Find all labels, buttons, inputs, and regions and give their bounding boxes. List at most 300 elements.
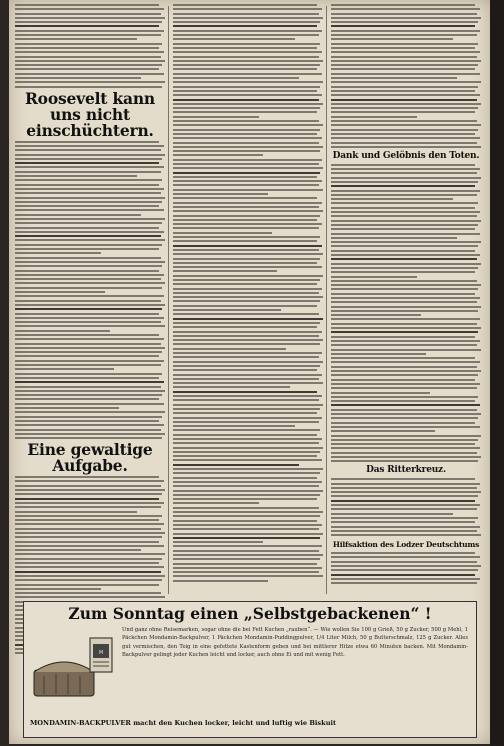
text-line xyxy=(331,8,480,10)
text-line xyxy=(15,184,159,186)
text-line xyxy=(331,116,417,118)
text-line xyxy=(331,392,430,394)
text-line xyxy=(173,498,317,500)
text-line xyxy=(15,536,162,538)
text-line xyxy=(331,413,481,415)
text-line xyxy=(173,133,317,135)
text-line xyxy=(15,154,165,156)
text-line xyxy=(15,523,164,525)
text-line xyxy=(173,442,319,444)
text-line xyxy=(331,409,477,411)
text-line xyxy=(331,207,475,209)
text-line xyxy=(15,334,159,336)
text-line xyxy=(173,21,320,23)
text-line xyxy=(173,159,322,161)
article-text xyxy=(15,141,165,439)
text-line xyxy=(331,241,481,243)
text-line xyxy=(173,502,259,504)
text-line xyxy=(15,43,162,45)
text-line xyxy=(173,515,320,517)
text-line xyxy=(331,426,480,428)
text-line xyxy=(15,553,165,555)
text-line xyxy=(15,424,164,426)
text-line xyxy=(173,459,322,461)
text-line xyxy=(331,215,477,217)
text-line xyxy=(173,541,263,543)
text-line xyxy=(331,4,475,6)
text-line xyxy=(15,252,101,254)
text-line xyxy=(15,394,162,396)
text-line xyxy=(173,270,277,272)
text-line xyxy=(15,13,161,15)
text-line xyxy=(15,188,164,190)
text-line xyxy=(173,545,322,547)
text-line xyxy=(331,370,481,372)
text-line xyxy=(173,399,319,401)
text-line xyxy=(331,517,478,519)
text-line xyxy=(15,532,165,534)
text-line xyxy=(173,464,299,466)
text-line xyxy=(331,556,480,558)
text-line xyxy=(173,120,319,122)
text-line xyxy=(173,395,322,397)
page-edge xyxy=(490,0,504,746)
text-line xyxy=(15,257,161,259)
text-line xyxy=(331,60,481,62)
text-line xyxy=(173,318,323,320)
text-line xyxy=(331,366,477,368)
text-line xyxy=(173,554,323,556)
text-line xyxy=(15,56,161,58)
text-line xyxy=(15,166,164,168)
text-line xyxy=(15,420,159,422)
text-line xyxy=(15,209,164,211)
text-line xyxy=(173,580,268,582)
text-line xyxy=(331,43,478,45)
text-line xyxy=(331,508,477,510)
text-line xyxy=(15,68,159,70)
text-line xyxy=(173,571,319,573)
text-line xyxy=(173,429,320,431)
text-line xyxy=(173,528,319,530)
text-line xyxy=(331,404,480,406)
text-line xyxy=(173,240,317,242)
text-line xyxy=(173,60,323,62)
text-line xyxy=(15,278,161,280)
text-line xyxy=(173,150,320,152)
text-line xyxy=(15,222,162,224)
text-line xyxy=(173,253,323,255)
text-line xyxy=(173,236,320,238)
text-line xyxy=(173,391,317,393)
text-line xyxy=(173,300,320,302)
text-line xyxy=(173,558,320,560)
text-line xyxy=(15,313,159,315)
text-line xyxy=(173,507,319,509)
text-line xyxy=(173,25,317,27)
text-line xyxy=(15,398,159,400)
text-line xyxy=(331,172,477,174)
text-line xyxy=(173,86,320,88)
text-line xyxy=(173,197,317,199)
text-line xyxy=(331,565,481,567)
text-line xyxy=(15,579,162,581)
headline-aufgabe: Eine gewaltige Aufgabe. xyxy=(27,440,153,476)
text-line xyxy=(331,387,477,389)
text-line xyxy=(173,374,322,376)
text-line xyxy=(15,162,159,164)
text-line xyxy=(173,77,299,79)
text-line xyxy=(331,331,478,333)
text-line xyxy=(331,569,478,571)
text-line xyxy=(173,326,317,328)
text-line xyxy=(331,417,478,419)
text-line xyxy=(331,447,480,449)
text-line xyxy=(15,201,162,203)
text-line xyxy=(331,513,453,515)
text-line xyxy=(331,301,477,303)
text-line xyxy=(173,189,323,191)
text-line xyxy=(15,437,162,439)
text-line xyxy=(331,267,478,269)
text-line xyxy=(331,254,480,256)
text-line xyxy=(173,17,323,19)
text-line xyxy=(15,351,162,353)
text-line xyxy=(15,493,162,495)
column-divider xyxy=(168,6,169,594)
text-line xyxy=(173,434,317,436)
text-line xyxy=(331,94,480,96)
text-line xyxy=(173,447,323,449)
text-line xyxy=(173,103,323,105)
svg-text:M: M xyxy=(98,650,104,656)
text-line xyxy=(15,584,159,586)
text-line xyxy=(173,494,320,496)
text-line xyxy=(15,282,165,284)
text-line xyxy=(331,168,480,170)
text-line xyxy=(331,314,421,316)
cake-illustration-icon xyxy=(32,632,116,702)
text-line xyxy=(15,205,159,207)
text-line xyxy=(173,129,320,131)
text-line xyxy=(331,107,478,109)
text-line xyxy=(15,480,164,482)
text-line xyxy=(331,99,477,101)
text-line xyxy=(331,21,478,23)
text-line xyxy=(15,77,141,79)
headline-roosevelt: Roosevelt kann uns nicht einschüchtern. xyxy=(25,88,155,140)
text-line xyxy=(331,237,457,239)
column-2 xyxy=(173,4,323,584)
text-line xyxy=(15,364,161,366)
text-line xyxy=(331,383,480,385)
text-line xyxy=(331,340,480,342)
text-line xyxy=(331,133,475,135)
text-line xyxy=(173,468,323,470)
text-line xyxy=(331,534,481,536)
text-line xyxy=(331,487,477,489)
text-line xyxy=(173,43,320,45)
text-line xyxy=(173,4,317,6)
text-line xyxy=(173,408,320,410)
text-line xyxy=(173,279,320,281)
text-line xyxy=(331,349,481,351)
text-line xyxy=(15,287,162,289)
text-line xyxy=(331,284,481,286)
text-line xyxy=(15,308,162,310)
text-line xyxy=(173,472,320,474)
text-line xyxy=(331,250,475,252)
text-line xyxy=(15,235,161,237)
text-line xyxy=(331,521,475,523)
text-line xyxy=(173,227,319,229)
text-line xyxy=(173,107,320,109)
text-line xyxy=(15,519,159,521)
text-line xyxy=(331,17,481,19)
text-line xyxy=(15,30,164,32)
text-line xyxy=(173,550,319,552)
text-line xyxy=(173,51,322,53)
text-line xyxy=(15,373,162,375)
text-line xyxy=(331,491,481,493)
text-line xyxy=(15,8,164,10)
text-line xyxy=(15,381,164,383)
text-line xyxy=(15,47,159,49)
text-line xyxy=(331,478,475,480)
text-line xyxy=(15,433,165,435)
text-line xyxy=(15,4,159,6)
text-line xyxy=(331,353,426,355)
text-line xyxy=(173,38,295,40)
text-line xyxy=(15,175,137,177)
text-line xyxy=(15,86,162,88)
text-line xyxy=(173,266,322,268)
text-line xyxy=(331,177,481,179)
text-line xyxy=(173,369,317,371)
text-line xyxy=(331,297,480,299)
text-line xyxy=(15,368,114,370)
text-line xyxy=(331,357,475,359)
text-line xyxy=(15,386,161,388)
text-line xyxy=(331,293,475,295)
text-line xyxy=(173,142,319,144)
text-line xyxy=(173,249,319,251)
text-line xyxy=(331,500,475,502)
text-line xyxy=(15,511,137,513)
text-line xyxy=(173,99,319,101)
text-line xyxy=(331,137,480,139)
text-line xyxy=(15,506,161,508)
text-line xyxy=(331,443,475,445)
text-line xyxy=(331,211,480,213)
text-line xyxy=(15,192,161,194)
text-line xyxy=(331,81,481,83)
text-line xyxy=(173,47,317,49)
text-line xyxy=(331,220,481,222)
text-line xyxy=(173,124,323,126)
text-line xyxy=(173,34,319,36)
text-line xyxy=(331,181,478,183)
text-line xyxy=(331,276,417,278)
text-line xyxy=(173,94,322,96)
article-text xyxy=(331,164,481,462)
text-line xyxy=(173,90,317,92)
text-line xyxy=(173,223,322,225)
text-line xyxy=(173,193,268,195)
text-line xyxy=(15,562,159,564)
text-line xyxy=(173,322,320,324)
text-line xyxy=(173,417,322,419)
text-line xyxy=(15,360,164,362)
ad-title: Zum Sonntag einen „Selbstgebackenen“ ! xyxy=(68,604,432,623)
text-line xyxy=(15,17,165,19)
text-line xyxy=(173,309,281,311)
text-line xyxy=(15,476,159,478)
text-line xyxy=(15,377,159,379)
text-line xyxy=(15,528,161,530)
text-line xyxy=(173,116,259,118)
article-text xyxy=(173,4,323,582)
text-line xyxy=(15,34,161,36)
text-line xyxy=(15,295,164,297)
text-line xyxy=(173,68,317,70)
text-line xyxy=(173,339,323,341)
text-line xyxy=(331,245,478,247)
text-line xyxy=(173,292,319,294)
text-line xyxy=(15,541,159,543)
text-line xyxy=(173,477,317,479)
text-line xyxy=(15,261,165,263)
text-line xyxy=(331,288,478,290)
text-line xyxy=(331,233,480,235)
text-line xyxy=(15,416,162,418)
article-text xyxy=(331,4,481,148)
text-line xyxy=(173,386,290,388)
text-line xyxy=(173,305,317,307)
text-line xyxy=(331,396,478,398)
text-line xyxy=(331,400,475,402)
text-line xyxy=(173,365,320,367)
text-line xyxy=(15,81,165,83)
text-line xyxy=(15,244,162,246)
text-line xyxy=(331,483,480,485)
text-line xyxy=(15,214,141,216)
text-line xyxy=(15,145,164,147)
text-line xyxy=(173,163,319,165)
text-line xyxy=(331,86,478,88)
text-line xyxy=(331,263,481,265)
text-line xyxy=(15,498,159,500)
text-line xyxy=(331,456,481,458)
text-line xyxy=(331,111,475,113)
text-line xyxy=(15,149,161,151)
text-line xyxy=(173,8,322,10)
text-line xyxy=(173,421,319,423)
text-line xyxy=(331,306,481,308)
text-line xyxy=(173,356,319,358)
text-line xyxy=(15,317,164,319)
text-line xyxy=(173,335,319,337)
text-line xyxy=(15,571,161,573)
text-line xyxy=(15,239,165,241)
text-line xyxy=(15,73,164,75)
text-line xyxy=(173,146,323,148)
text-line xyxy=(15,588,101,590)
text-line xyxy=(173,490,323,492)
text-line xyxy=(15,321,161,323)
text-line xyxy=(15,330,110,332)
text-line xyxy=(331,124,481,126)
text-line xyxy=(15,21,162,23)
text-line xyxy=(15,485,161,487)
text-line xyxy=(15,304,165,306)
text-line xyxy=(15,558,162,560)
text-line xyxy=(331,68,475,70)
text-line xyxy=(173,485,319,487)
text-line xyxy=(331,73,480,75)
advertisement-box xyxy=(23,601,477,738)
column-1 xyxy=(15,4,165,657)
text-line xyxy=(173,258,320,260)
text-line xyxy=(331,361,480,363)
text-line xyxy=(173,13,319,15)
text-line xyxy=(173,245,322,247)
text-line xyxy=(15,429,161,431)
text-line xyxy=(331,185,475,187)
text-line xyxy=(331,202,478,204)
text-line xyxy=(173,404,323,406)
text-line xyxy=(331,344,477,346)
text-line xyxy=(331,430,435,432)
text-line xyxy=(331,25,475,27)
text-line xyxy=(331,318,480,320)
text-line xyxy=(173,361,323,363)
text-line xyxy=(173,232,272,234)
text-line xyxy=(331,422,475,424)
text-line xyxy=(331,582,477,584)
text-line xyxy=(15,566,164,568)
text-line xyxy=(331,56,477,58)
text-line xyxy=(331,526,480,528)
text-line xyxy=(173,533,323,535)
text-line xyxy=(173,154,263,156)
text-line xyxy=(331,198,453,200)
text-line xyxy=(331,323,477,325)
text-line xyxy=(331,460,478,462)
text-line xyxy=(331,47,475,49)
text-line xyxy=(173,219,317,221)
text-line xyxy=(331,146,481,148)
text-line xyxy=(331,13,477,15)
text-line xyxy=(15,265,162,267)
text-line xyxy=(173,172,320,174)
text-line xyxy=(15,179,162,181)
text-line xyxy=(331,530,477,532)
ad-footer-slogan: MONDAMIN-BACKPULVER macht den Kuchen locker, leicht und luftig wie Biskuit xyxy=(30,719,337,727)
text-line xyxy=(15,231,164,233)
text-line xyxy=(331,379,475,381)
text-line xyxy=(15,592,161,594)
text-line xyxy=(173,73,322,75)
text-line xyxy=(173,331,322,333)
column-3 xyxy=(331,4,481,587)
text-line xyxy=(15,489,165,491)
text-line xyxy=(15,390,165,392)
text-line xyxy=(173,262,317,264)
text-line xyxy=(15,141,159,143)
text-line xyxy=(15,171,161,173)
text-line xyxy=(331,103,481,105)
